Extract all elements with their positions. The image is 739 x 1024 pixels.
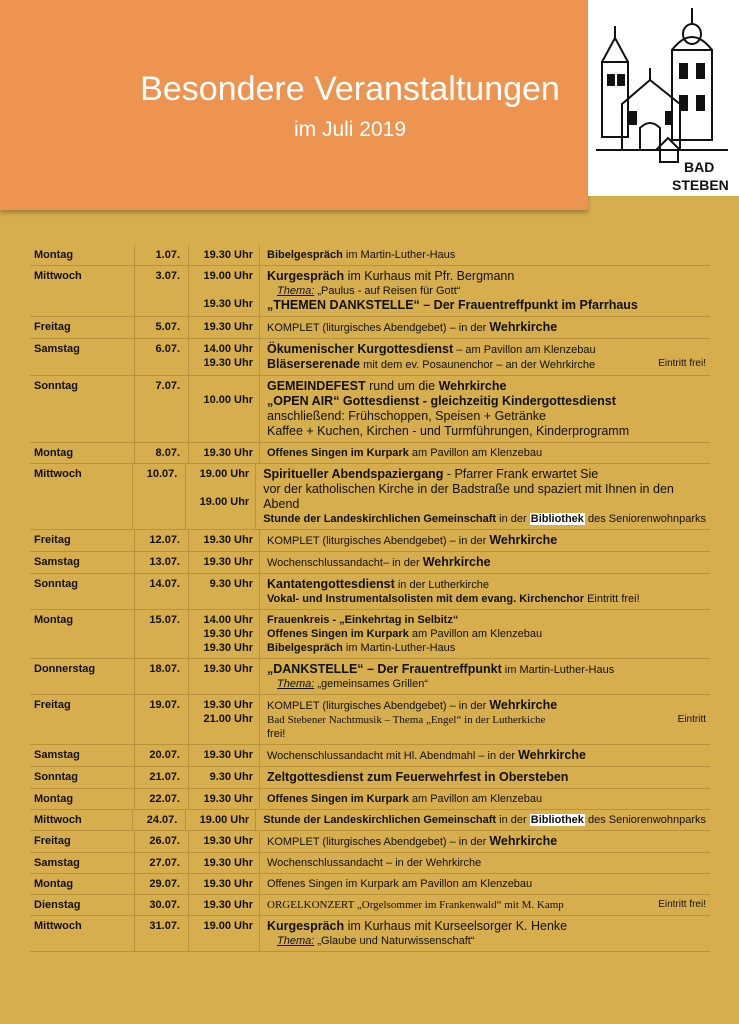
event-time: 14.00 Uhr — [203, 614, 253, 626]
event-date: 6.07. — [135, 339, 189, 375]
text-segment: im Martin-Luther-Haus — [342, 249, 456, 261]
event-date: 24.07. — [133, 810, 186, 830]
text-segment: Wehrkirche — [489, 698, 558, 712]
header-banner — [0, 0, 588, 210]
description-line — [267, 298, 706, 313]
text-segment: Kurgespräch — [267, 919, 345, 933]
event-time: 19.30 Uhr — [203, 835, 253, 847]
text-segment: des Seniorenwohnparks — [584, 513, 706, 525]
event-day: Montag — [30, 874, 135, 894]
event-date: 26.07. — [135, 831, 189, 852]
highlight-label: Bibliothek — [530, 814, 584, 826]
text-segment: in der — [496, 513, 530, 525]
event-description — [260, 874, 710, 894]
event-row — [30, 317, 710, 339]
event-day: Mittwoch — [30, 464, 133, 529]
description-line — [267, 269, 706, 284]
event-time: 19.30 Uhr — [203, 447, 253, 459]
event-time: 19.30 Uhr — [203, 663, 253, 675]
event-time: 19.30 Uhr — [203, 628, 253, 640]
event-description — [260, 376, 710, 442]
text-segment: am Pavillon am Klenzebau — [408, 793, 543, 805]
event-description — [260, 695, 710, 744]
description-line — [267, 446, 706, 460]
description-line — [267, 577, 706, 592]
event-time: 19.30 Uhr — [203, 534, 253, 546]
event-date: 20.07. — [135, 745, 189, 766]
event-description — [260, 317, 710, 338]
event-day: Sonntag — [30, 767, 135, 788]
event-time: 19.30 Uhr — [203, 556, 253, 568]
event-times — [189, 874, 260, 894]
event-description — [260, 831, 710, 852]
description-line — [263, 813, 706, 827]
event-date: 8.07. — [135, 443, 189, 463]
event-times — [189, 659, 260, 694]
event-day: Montag — [30, 245, 135, 265]
event-time: 19.00 Uhr — [199, 814, 250, 826]
event-date: 30.07. — [135, 895, 189, 915]
text-segment: „OPEN AIR“ Gottesdienst - gleichzeitig Kindergottesdienst — [267, 394, 616, 408]
event-row — [30, 610, 710, 659]
event-time: 19.30 Uhr — [203, 321, 253, 333]
text-segment: Wehrkirche — [489, 533, 558, 547]
event-description — [260, 659, 710, 694]
text-segment: Zeltgottesdienst zum Feuerwehrfest in Obersteben — [267, 770, 569, 784]
events-table — [30, 245, 710, 952]
event-row — [30, 895, 710, 916]
text-segment: Thema: — [277, 285, 315, 297]
description-line — [267, 357, 706, 372]
event-times — [189, 853, 260, 873]
event-time: 14.00 Uhr — [203, 343, 253, 355]
text-segment: Wochenschlussandacht mit Hl. Abendmahl – in der — [267, 750, 519, 762]
event-day: Mittwoch — [30, 266, 135, 316]
text-segment: Bibelgespräch — [267, 249, 343, 261]
event-time: 19.00 Uhr — [199, 468, 250, 480]
event-day: Mittwoch — [30, 916, 135, 951]
description-line — [263, 467, 706, 482]
description-line — [267, 284, 706, 298]
text-segment: Kurgespräch — [267, 269, 345, 283]
event-day: Freitag — [30, 831, 135, 852]
text-segment: - Pfarrer Frank erwartet Sie — [443, 467, 599, 481]
event-day: Samstag — [30, 745, 135, 766]
event-times — [189, 574, 260, 609]
event-day: Montag — [30, 443, 135, 463]
description-line — [267, 533, 706, 548]
text-segment: im Martin-Luther-Haus — [342, 642, 456, 654]
event-times — [186, 464, 256, 529]
event-date: 18.07. — [135, 659, 189, 694]
description-line — [267, 379, 706, 394]
event-description — [260, 789, 710, 809]
text-segment: GEMEINDEFEST — [267, 379, 366, 393]
event-times — [189, 695, 260, 744]
event-date: 27.07. — [135, 853, 189, 873]
event-description — [256, 464, 710, 529]
text-segment: Frauenkreis - „Einkehrtag in Selbitz“ — [267, 614, 459, 626]
text-segment: Wehrkirche — [489, 320, 558, 334]
event-times — [189, 916, 260, 951]
event-description — [260, 916, 710, 951]
event-times — [189, 245, 260, 265]
event-date: 21.07. — [135, 767, 189, 788]
text-segment: Stunde der Landeskirchlichen Gemeinschaft — [263, 814, 497, 826]
event-time: 19.30 Uhr — [203, 899, 253, 911]
logo-text-2: STEBEN — [672, 177, 729, 193]
text-segment: im Kurhaus mit Kurseelsorger K. Henke — [344, 919, 568, 933]
text-segment: Wehrkirche — [422, 555, 491, 569]
event-time — [190, 481, 249, 495]
event-description — [260, 266, 710, 316]
event-times — [189, 745, 260, 766]
description-line — [267, 770, 706, 785]
text-segment: Offenes Singen im Kurpark — [267, 628, 409, 640]
event-description — [260, 574, 710, 609]
event-date: 1.07. — [135, 245, 189, 265]
event-times — [189, 610, 260, 658]
description-line — [263, 512, 706, 526]
event-row — [30, 464, 710, 530]
event-day: Dienstag — [30, 895, 135, 915]
description-line — [267, 409, 706, 424]
description-line — [267, 424, 706, 439]
description-line — [267, 677, 706, 691]
text-segment: Ökumenischer Kurgottesdienst — [267, 342, 454, 356]
event-date: 10.07. — [133, 464, 186, 529]
event-day: Freitag — [30, 530, 135, 551]
description-line — [267, 342, 706, 357]
text-segment: Offenes Singen im Kurpark — [267, 793, 409, 805]
event-day: Montag — [30, 610, 135, 658]
description-line — [267, 248, 706, 262]
event-row — [30, 443, 710, 464]
event-date: 5.07. — [135, 317, 189, 338]
event-row — [30, 574, 710, 610]
event-row — [30, 339, 710, 376]
text-segment: Kantatengottesdienst — [267, 577, 395, 591]
event-times — [186, 810, 256, 830]
event-day: Samstag — [30, 552, 135, 573]
text-segment: Wehrkirche — [489, 834, 558, 848]
event-time: 19.30 Uhr — [203, 878, 253, 890]
description-line — [267, 627, 706, 641]
text-segment: Spiritueller Abendspaziergang — [263, 467, 444, 481]
description-line — [267, 877, 706, 891]
event-time — [193, 283, 253, 297]
text-segment: KOMPLET (liturgisches Abendgebet) – in der — [267, 322, 490, 334]
event-description — [260, 339, 710, 375]
text-segment: Wochenschlussandacht – in der Wehrkirche — [267, 857, 482, 869]
text-segment: KOMPLET (liturgisches Abendgebet) – in der — [267, 535, 490, 547]
text-segment: im Martin-Luther-Haus — [501, 664, 615, 676]
event-day: Montag — [30, 789, 135, 809]
admission-note: Eintritt frei! — [658, 899, 706, 910]
event-row — [30, 916, 710, 952]
text-segment: mit dem ev. Posaunenchor – an der Wehrkirche — [360, 359, 596, 371]
text-segment: Stunde der Landeskirchlichen Gemeinschaft — [263, 513, 497, 525]
event-times — [189, 831, 260, 852]
highlight-label: Bibliothek — [530, 513, 584, 525]
event-times — [189, 767, 260, 788]
description-line — [267, 662, 706, 677]
event-row — [30, 376, 710, 443]
event-date: 15.07. — [135, 610, 189, 658]
event-time: 19.30 Uhr — [203, 749, 253, 761]
text-segment: KOMPLET (liturgisches Abendgebet) – in der — [267, 836, 490, 848]
event-date: 3.07. — [135, 266, 189, 316]
text-segment: anschließend: Frühschoppen, Speisen + Getränke — [267, 409, 546, 423]
event-row — [30, 695, 710, 745]
event-row — [30, 831, 710, 853]
event-description — [260, 245, 710, 265]
event-time: 21.00 Uhr — [203, 713, 253, 725]
text-segment: Offenes Singen im Kurpark am Pavillon am Klenzebau — [267, 878, 533, 890]
text-segment: „THEMEN DANKSTELLE“ – Der Frauentreffpunkt im Pfarrhaus — [267, 298, 638, 312]
event-time: 19.30 Uhr — [203, 357, 253, 369]
event-time: 19.30 Uhr — [203, 298, 253, 310]
event-row — [30, 853, 710, 874]
event-time: 9.30 Uhr — [209, 771, 253, 783]
event-description — [260, 552, 710, 573]
event-description — [260, 443, 710, 463]
text-segment: Bibelgespräch — [267, 642, 343, 654]
event-day: Mittwoch — [30, 810, 133, 830]
church-logo — [588, 0, 739, 196]
text-segment: frei! — [267, 728, 286, 740]
logo-text-1: BAD — [684, 159, 715, 175]
event-time: 19.30 Uhr — [203, 793, 253, 805]
description-line — [267, 898, 706, 912]
text-segment: – am Pavillon am Klenzebau — [453, 344, 596, 356]
description-line — [267, 727, 706, 741]
event-day: Samstag — [30, 853, 135, 873]
text-segment: am Pavillon am Klenzebau — [408, 628, 543, 640]
description-line — [267, 748, 706, 763]
event-date: 14.07. — [135, 574, 189, 609]
description-line — [267, 919, 706, 934]
text-segment: vor der katholischen Kirche in der Badstraße und spaziert mit Ihnen in den — [263, 482, 674, 496]
page-subtitle: im Juli 2019 — [293, 118, 407, 141]
event-time: 10.00 Uhr — [203, 394, 253, 406]
text-segment: Bad Stebener Nachtmusik – Thema „Engel“ in der Lutherkiche — [267, 714, 546, 726]
text-segment: Wochenschlussandacht– in der — [267, 557, 423, 569]
event-day: Donnerstag — [30, 659, 135, 694]
event-description — [260, 610, 710, 658]
text-segment: Wehrkirche — [438, 379, 507, 393]
text-segment: KOMPLET (liturgisches Abendgebet) – in der — [267, 700, 490, 712]
text-segment: Abend — [263, 497, 300, 511]
event-row — [30, 810, 710, 831]
event-time: 19.00 Uhr — [203, 920, 253, 932]
description-line — [267, 713, 706, 727]
event-times — [189, 376, 260, 442]
event-description — [256, 810, 710, 830]
event-day: Freitag — [30, 317, 135, 338]
text-segment: in der — [496, 814, 530, 826]
text-segment: des Seniorenwohnparks — [584, 814, 706, 826]
text-segment: Kaffee + Kuchen, Kirchen - und Turmführungen, Kinderprogramm — [267, 424, 630, 438]
event-time: 19.00 Uhr — [203, 270, 253, 282]
text-segment: Eintritt frei! — [584, 593, 640, 605]
description-line — [267, 792, 706, 806]
text-segment: Bläserserenade — [267, 357, 361, 371]
event-row — [30, 745, 710, 767]
event-description — [260, 530, 710, 551]
event-row — [30, 767, 710, 789]
event-description — [260, 745, 710, 766]
event-row — [30, 552, 710, 574]
page-title: Besondere Veranstaltungen — [140, 70, 560, 108]
event-time: 19.30 Uhr — [203, 857, 253, 869]
event-times — [189, 895, 260, 915]
admission-note: Eintritt — [677, 714, 706, 725]
event-date: 29.07. — [135, 874, 189, 894]
text-segment: Thema: — [277, 935, 315, 947]
event-time: 19.30 Uhr — [203, 249, 253, 261]
event-day: Freitag — [30, 695, 135, 744]
event-times — [189, 530, 260, 551]
text-segment: im Kurhaus mit Pfr. Bergmann — [344, 269, 515, 283]
event-day: Sonntag — [30, 574, 135, 609]
description-line — [267, 394, 706, 409]
event-date: 7.07. — [135, 376, 189, 442]
text-segment: Offenes Singen im Kurpark — [267, 447, 409, 459]
text-segment: rund um die — [365, 379, 439, 393]
event-times — [189, 339, 260, 375]
event-time — [193, 379, 253, 393]
event-times — [189, 552, 260, 573]
text-segment: Thema: — [277, 678, 315, 690]
event-row — [30, 659, 710, 695]
event-description — [260, 853, 710, 873]
event-time: 19.30 Uhr — [203, 642, 253, 654]
event-time: 19.30 Uhr — [203, 699, 253, 711]
event-row — [30, 266, 710, 317]
event-time: 19.00 Uhr — [199, 496, 250, 508]
event-times — [189, 317, 260, 338]
event-times — [189, 443, 260, 463]
event-row — [30, 874, 710, 895]
church-icon — [588, 0, 739, 196]
event-row — [30, 530, 710, 552]
text-segment: in der Lutherkirche — [394, 579, 489, 591]
text-segment: Wehrkirche — [518, 748, 586, 762]
description-line — [263, 482, 706, 497]
event-date: 19.07. — [135, 695, 189, 744]
description-line — [267, 592, 706, 606]
description-line — [267, 934, 706, 948]
admission-note: Eintritt frei! — [658, 358, 706, 369]
description-line — [267, 834, 706, 849]
description-line — [267, 613, 706, 627]
text-segment: „gemeinsames Grillen“ — [314, 678, 428, 690]
text-segment: „DANKSTELLE“ – Der Frauentreffpunkt — [267, 662, 502, 676]
text-segment: „Paulus - auf Reisen für Gott“ — [314, 285, 461, 297]
description-line — [267, 698, 706, 713]
event-day: Sonntag — [30, 376, 135, 442]
event-description — [260, 895, 710, 915]
event-time: 9.30 Uhr — [209, 578, 253, 590]
text-segment: ORGELKONZERT „Orgelsommer im Frankenwald“ mit M. Kamp — [267, 899, 564, 911]
description-line — [267, 555, 706, 570]
description-line — [267, 856, 706, 870]
description-line — [263, 497, 706, 512]
event-times — [189, 789, 260, 809]
event-times — [189, 266, 260, 316]
description-line — [267, 320, 706, 335]
event-date: 22.07. — [135, 789, 189, 809]
event-day: Samstag — [30, 339, 135, 375]
event-row — [30, 789, 710, 810]
text-segment: „Glaube und Naturwissenschaft“ — [314, 935, 475, 947]
event-date: 13.07. — [135, 552, 189, 573]
text-segment: Vokal- und Instrumentalsolisten mit dem evang. Kirchenchor — [267, 593, 585, 605]
description-line — [267, 641, 706, 655]
event-date: 31.07. — [135, 916, 189, 951]
text-segment: am Pavillon am Klenzebau — [408, 447, 543, 459]
event-date: 12.07. — [135, 530, 189, 551]
event-description — [260, 767, 710, 788]
event-row — [30, 245, 710, 266]
